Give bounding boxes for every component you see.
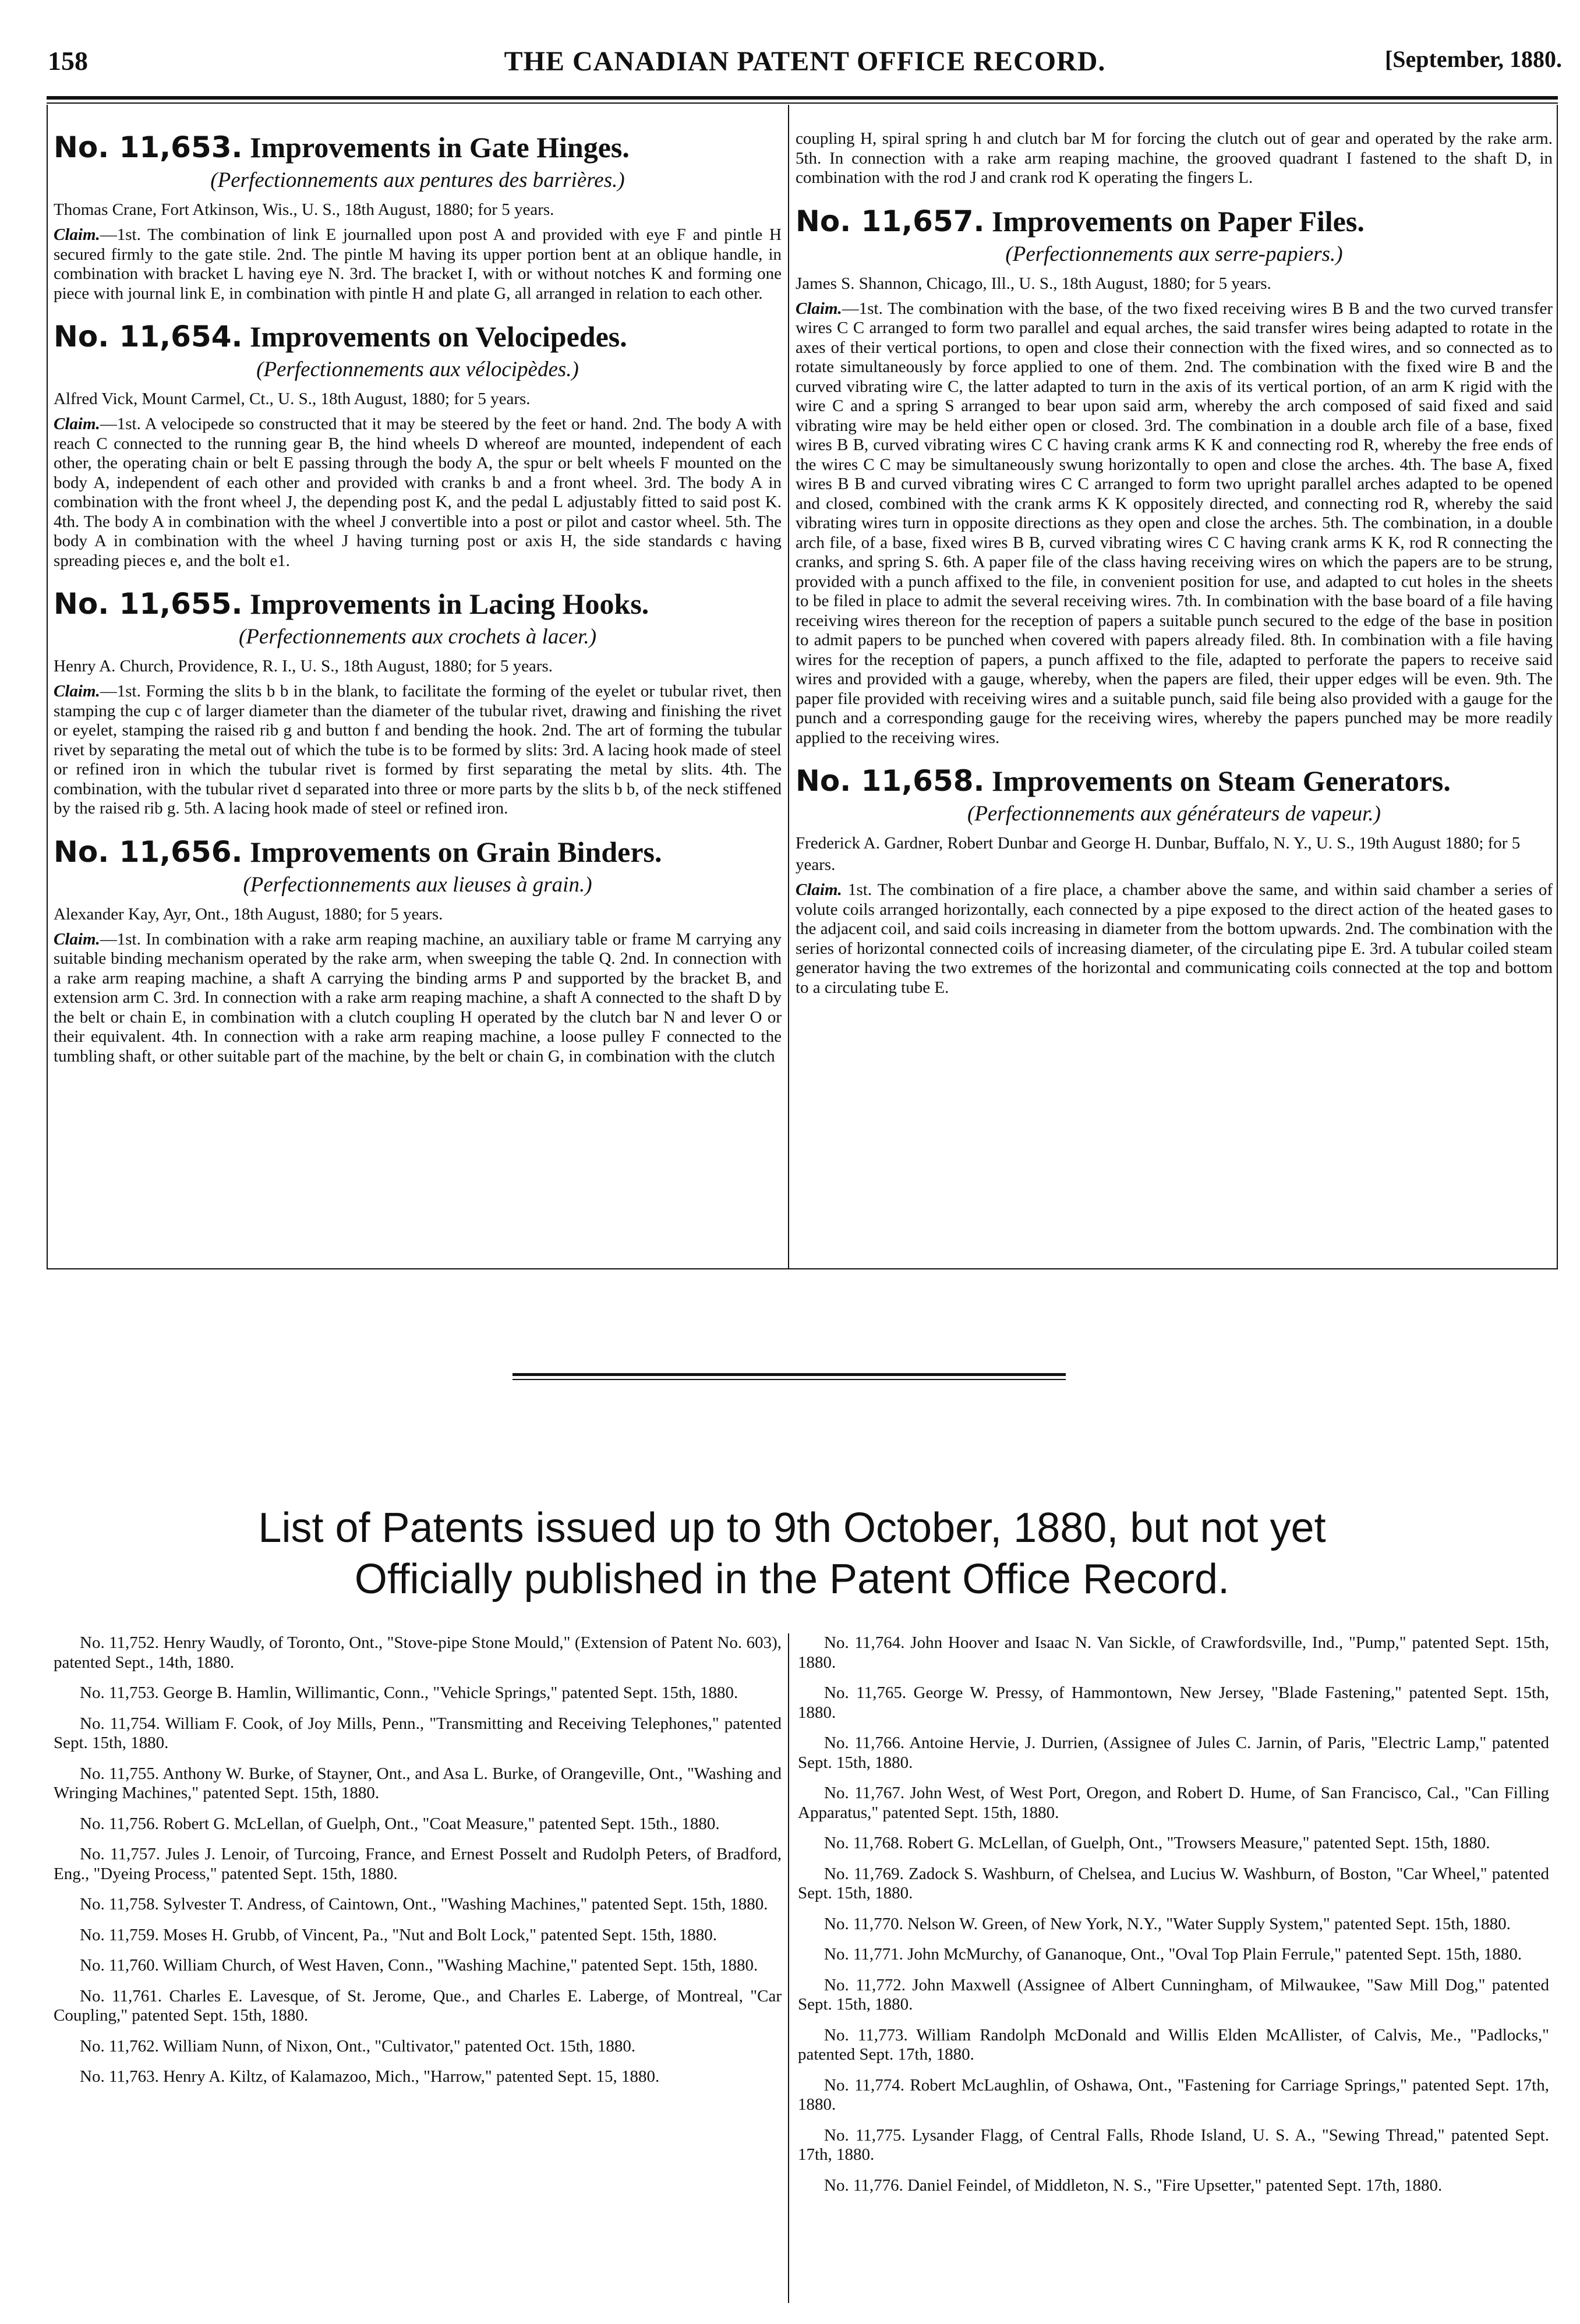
- issue-date: [September, 1880.: [1384, 46, 1562, 72]
- patent-entry: [54, 319, 782, 571]
- list-right-column: [798, 1633, 1549, 2206]
- claim-label: Claim.: [54, 682, 100, 701]
- claim-continuation: [796, 129, 1553, 188]
- list-item: No. 11,766. Antoine Hervie, J. Durrien, (Assignee of Jules C. Jarnin, of Paris, "Electric Lamp," patented Sept. 15th, 1880.: [798, 1734, 1549, 1772]
- french-title: (Perfectionnements aux serre-papiers.): [1005, 242, 1343, 266]
- list-item: No. 11,776. Daniel Feindel, of Middleton, N. S., "Fire Upsetter," patented Sept. 17th, 1880.: [824, 2176, 1443, 2195]
- patent-title: Improvements on Paper Files.: [992, 204, 1365, 238]
- list-column-divider: [788, 1633, 789, 2303]
- list-item: No. 11,764. John Hoover and Isaac N. Van Sickle, of Crawfordsville, Ind., "Pump," patented Sept. 15th, 1880.: [798, 1633, 1549, 1672]
- inventor-line: Thomas Crane, Fort Atkinson, Wis., U. S., 18th August, 1880; for 5 years.: [54, 200, 554, 219]
- patent-entry: [54, 834, 782, 1067]
- claim-text: —1st. The combination of link E journalled upon post A and provided with eye F and pintle H secured firmly to the gate stile. 2nd. The pintle M having its upper portion bent at an oblique handle, in combination with bracket L having eye N. 3rd. The bracket I, with or without notches K and forming one piece with journal link E, in combination with pintle H and plate G, all arranged in relation to each other.: [54, 225, 782, 303]
- inventor-line: Alfred Vick, Mount Carmel, Ct., U. S., 18th August, 1880; for 5 years.: [54, 390, 531, 408]
- list-item: No. 11,769. Zadock S. Washburn, of Chelsea, and Lucius W. Washburn, of Boston, "Car Wheel," patented Sept. 15th, 1880.: [798, 1864, 1549, 1902]
- claim-text: —1st. A velocipede so constructed that it may be steered by the feet or hand. 2nd. The body A with reach C connected to the running gear B, the hind wheels D whereof are mounted, independent of each other, the operating chain or belt E passing through the body A, the spur or belt wheels F mounted on the body A, independent of each other and provided with cranks b and a front wheel. 3rd. The body A in combination with the front wheel J, the depending post K, and the pedal L adjustably fitted to said post K. 4th. The body A in combination with the wheel J convertible into a post or pilot and castor wheel. 5th. The body A in combination with the wheel J having turning post or axis H, the side standards c having spreading pieces e, and the bolt e1.: [54, 415, 782, 570]
- publication-title: THE CANADIAN PATENT OFFICE RECORD.: [504, 46, 1106, 77]
- list-item: No. 11,753. George B. Hamlin, Willimantic, Conn., "Vehicle Springs," patented Sept. 15th, 1880.: [80, 1683, 738, 1702]
- patent-number: No. 11,653.: [54, 130, 243, 164]
- list-item: No. 11,761. Charles E. Lavesque, of St. Jerome, Que., and Charles E. Laberge, of Montreal, "Car Coupling," patented Sept. 15th, 1880.: [54, 1986, 782, 2025]
- french-title: (Perfectionnements aux crochets à lacer.): [238, 625, 597, 649]
- claim-label: Claim.: [796, 299, 842, 318]
- list-item: No. 11,763. Henry A. Kiltz, of Kalamazoo, Mich., "Harrow," patented Sept. 15, 1880.: [80, 2067, 660, 2086]
- patent-number: No. 11,657.: [796, 204, 985, 238]
- claim-text: —1st. The combination with the base, of the two fixed receiving wires B B and the two curved transfer wires C C arranged to form two parallel and equal arches, the said transfer wires being adapted to rotate in the axes of their vertical portions, to open and close their connection with the fixed wires, and so connected as to rotate simultaneously by force applied to one of them. 2nd. The combination with the fixed wire B and the curved vibrating wire C, the latter adapted to turn in the axis of its vertical portion, of an arm K rigid with the wire C and a spring S arranged to bear upon said arm, whereby the arch composed of said fixed and said vibrating wire may be held either open or closed. 3rd. The combination in a double arch file of a base, fixed wires B B, curved vibrating wires C C having crank arms K K and connecting rod R, whereby the free ends of the wires C C may be simultaneously swung horizontally to open and close the arches. 4th. The base A, fixed wires B B and curved vibrating wires C C arranged to form two upright parallel arches adapted to be opened and closed, combined with the crank arms K K oppositely directed, and connecting rod R, whereby the said vibrating wires turn in opposite directions as they open and close the arches. 5th. The combination, in a double arch file, of a base, fixed wires B B, curved vibrating wires C C having crank arms K K, rod R connecting the cranks, and spring S. 6th. A paper file of the class having receiving wires on which the papers are to be strung, provided with a punch affixed to the file, in convenient position for use, and adapted to cut holes in the sheets to be filed in place to admit the several receiving wires. 7th. In combination with the base board of a file having receiving wires thereon for the reception of papers a suitable punch secured to the edge of the base in position to admit papers to be punched when covered with papers already filed. 8th. In combination with a file having wires for the reception of papers, a punch affixed to the file, adapted to perforate the papers to receive said wires and provided with a gauge, whereby, when the papers are filed, their upper edges will be even. 9th. The paper file provided with receiving wires and a suitable punch, said file being also provided with a gauge for the punch and a corresponding gauge for the receiving wires, whereby the papers punched may be more readily applied to the receiving wires.: [796, 299, 1553, 747]
- section-rule-thin: [512, 1379, 1066, 1380]
- claim-text: —1st. In combination with a rake arm reaping machine, an auxiliary table or frame M carrying any suitable binding mechanism operated by the rake arm, when sweeping the table Q. 2nd. In connection with a rake arm reaping machine, a shaft A carrying the binding arms P and supported by the bracket B, and extension arm C. 3rd. In connection with a rake arm reaping machine, a shaft A connected to the shaft D by the belt or chain E, in combination with a clutch coupling H operated by the clutch bar N and lever O or their equivalent. 4th. In connection with a rake arm reaping machine, a loose pulley F connected to the tumbling shaft, or other suitable part of the machine, by the belt or chain G, in combination with the clutch: [54, 929, 782, 1066]
- list-heading-line: List of Patents issued up to 9th October, 1880, but not yet: [258, 1505, 1326, 1551]
- claim-text: coupling H, spiral spring h and clutch bar M for forcing the clutch out of gear and operated by the rake arm. 5th. In connection with a rake arm reaping machine, the grooved quadrant I fastened to the shaft D, in combination with the rod J and crank rod K operating the fingers L.: [796, 129, 1553, 187]
- list-item: No. 11,759. Moses H. Grubb, of Vincent, Pa., "Nut and Bolt Lock," patented Sept. 15th, 1880.: [80, 1925, 717, 1944]
- patent-number: No. 11,654.: [54, 320, 243, 353]
- inventor-line: James S. Shannon, Chicago, Ill., U. S., 18th August, 1880; for 5 years.: [796, 274, 1271, 293]
- page-number: 158: [48, 46, 88, 76]
- inventor-line: Frederick A. Gardner, Robert Dunbar and George H. Dunbar, Buffalo, N. Y., U. S., 19th August 1880; for 5 years.: [796, 834, 1521, 874]
- inventor-line: Henry A. Church, Providence, R. I., U. S., 18th August, 1880; for 5 years.: [54, 657, 553, 675]
- patent-title: Improvements on Grain Binders.: [250, 835, 662, 868]
- patent-number: No. 11,656.: [54, 834, 243, 869]
- list-item: No. 11,752. Henry Waudly, of Toronto, Ont., "Stove-pipe Stone Mould," (Extension of Patent No. 603), patented Sept., 14th, 1880.: [54, 1633, 782, 1672]
- claim-label: Claim.: [54, 415, 100, 433]
- patent-entry: [796, 203, 1553, 748]
- list-item: No. 11,762. William Nunn, of Nixon, Ont., "Cultivator," patented Oct. 15th, 1880.: [80, 2036, 636, 2056]
- french-title: (Perfectionnements aux vélocipèdes.): [256, 358, 579, 381]
- list-left-column: [54, 1633, 782, 2098]
- list-item: No. 11,774. Robert McLaughlin, of Oshawa, Ont., "Fastening for Carriage Springs," patented Sept. 17th, 1880.: [798, 2075, 1549, 2114]
- patent-number: No. 11,658.: [796, 764, 985, 798]
- list-item: No. 11,775. Lysander Flagg, of Central Falls, Rhode Island, U. S. A., "Sewing Thread," patented Sept. 17th, 1880.: [798, 2125, 1549, 2164]
- list-item: No. 11,768. Robert G. McLellan, of Guelph, Ont., "Trowsers Measure," patented Sept. 15th, 1880.: [824, 1834, 1490, 1852]
- patent-title: Improvements on Steam Generators.: [992, 765, 1451, 797]
- inventor-line: Alexander Kay, Ayr, Ont., 18th August, 1880; for 5 years.: [54, 904, 443, 924]
- column-divider: [788, 105, 789, 1269]
- header-rule-thin: [47, 102, 1558, 104]
- patent-title: Improvements in Gate Hinges.: [250, 131, 630, 164]
- french-title: (Perfectionnements aux lieuses à grain.): [243, 872, 592, 897]
- list-item: No. 11,767. John West, of West Port, Oregon, and Robert D. Hume, of San Francisco, Cal., "Can Filling Apparatus," patented Sept. 15th, 1880.: [798, 1784, 1549, 1822]
- list-item: No. 11,760. William Church, of West Haven, Conn., "Washing Machine," patented Sept. 15th, 1880.: [80, 1956, 758, 1975]
- claim-text: 1st. The combination of a fire place, a chamber above the same, and within said chamber a series of volute coils arranged horizontally, each connected by a pipe exposed to the direct action of the heated gases to the adjacent coil, and said coils increasing in diameter from the bottom upwards. 2nd. The combination with the series of horizontal connected coils of increasing diameter, of the circulating pipe E. 3rd. A tubular coiled steam generator having the two extremes of the horizontal and communicating coils connected at the top and bottom to a circulating tube E.: [796, 880, 1553, 997]
- list-item: No. 11,772. John Maxwell (Assignee of Albert Cunningham, of Milwaukee, "Saw Mill Dog," patented Sept. 15th, 1880.: [798, 1975, 1549, 2014]
- list-heading-line: Officially published in the Patent Office Record.: [354, 1556, 1230, 1603]
- list-item: No. 11,765. George W. Pressy, of Hammontown, New Jersey, "Blade Fastening," patented Sept. 15th, 1880.: [798, 1683, 1549, 1722]
- list-item: No. 11,755. Anthony W. Burke, of Stayner, Ont., and Asa L. Burke, of Orangeville, Ont., "Washing and Wringing Machines," patented Sept. 15th, 1880.: [54, 1764, 782, 1802]
- claim-label: Claim.: [796, 880, 842, 899]
- patent-entry: [54, 129, 782, 303]
- list-item: No. 11,756. Robert G. McLellan, of Guelph, Ont., "Coat Measure," patented Sept. 15th., 1880.: [80, 1814, 720, 1833]
- patent-entry: [54, 586, 782, 819]
- claim-label: Claim.: [54, 929, 100, 949]
- list-item: No. 11,770. Nelson W. Green, of New York, N.Y., "Water Supply System," patented Sept. 15th, 1880.: [824, 1914, 1511, 1933]
- french-title: (Perfectionnements aux pentures des barrières.): [210, 168, 625, 192]
- patent-number: No. 11,655.: [54, 587, 243, 621]
- claim-text: —1st. Forming the slits b b in the blank, to facilitate the forming of the eyelet or tubular rivet, then stamping the cup c of larger diameter than the diameter of the tubular rivet, drawing and finishing the rivet or eyelet, stamping the raised rib g and button f and bending the hook. 2nd. The art of forming the tubular rivet by separating the metal out of which the tube is to be formed by slits: 3rd. A lacing hook made of steel or refined iron in which the tubular rivet is formed by first separating the metal by slits. 4th. The combination, with the tubular rivet d separated into three or more parts by the slits b b, of the neck stiffened by the raised rib g. 5th. A lacing hook made of steel or refined iron.: [54, 682, 782, 818]
- list-item: No. 11,757. Jules J. Lenoir, of Turcoing, France, and Ernest Posselt and Rudolph Peters, of Bradford, Eng., "Dyeing Process," patented Sept. 15th, 1880.: [54, 1845, 782, 1883]
- list-item: No. 11,771. John McMurchy, of Gananoque, Ont., "Oval Top Plain Ferrule," patented Sept. 15th, 1880.: [824, 1945, 1522, 1964]
- header-rule-thick: [47, 96, 1558, 100]
- patent-title: Improvements on Velocipedes.: [250, 320, 627, 353]
- left-column: [54, 129, 782, 1081]
- list-item: No. 11,773. William Randolph McDonald and Willis Elden McAllister, of Calvis, Me., "Padlocks," patented Sept. 17th, 1880.: [798, 2025, 1549, 2064]
- claim-label: Claim.: [54, 225, 100, 244]
- list-item: No. 11,758. Sylvester T. Andress, of Caintown, Ont., "Washing Machines," patented Sept. 15th, 1880.: [80, 1895, 768, 1913]
- patent-entry: [796, 763, 1553, 997]
- right-column: [796, 129, 1553, 1013]
- patent-title: Improvements in Lacing Hooks.: [250, 588, 649, 620]
- list-heading: [70, 1502, 1514, 1605]
- list-item: No. 11,754. William F. Cook, of Joy Mills, Penn., "Transmitting and Receiving Telephones," patented Sept. 15th, 1880.: [54, 1714, 782, 1752]
- french-title: (Perfectionnements aux générateurs de vapeur.): [967, 802, 1381, 826]
- section-rule-thick: [512, 1373, 1066, 1376]
- page-header: [48, 45, 1562, 79]
